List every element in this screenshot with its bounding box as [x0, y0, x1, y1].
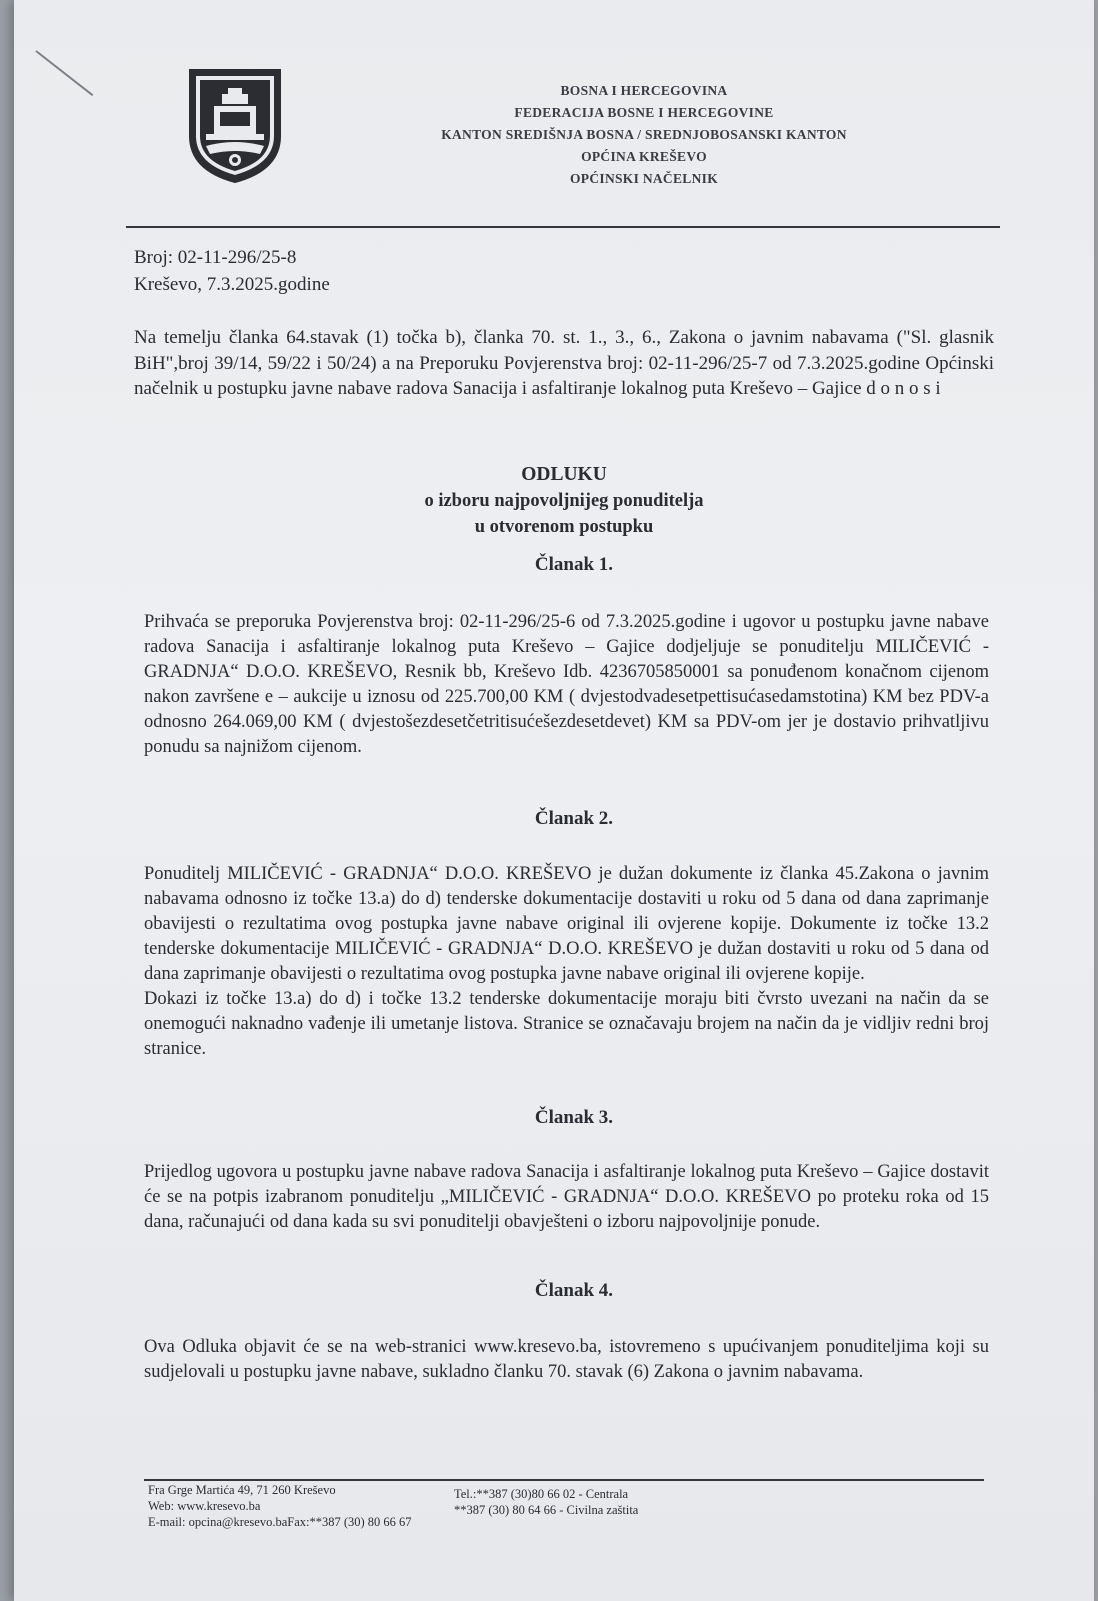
article-1-paragraph: Prihvaća se preporuka Povjerenstva broj: 02-11-296/25-6 od 7.3.2025.godine i ugovor u postupku javne nabave radova Sanacija i asfaltiranje lokalnog puta Kreševo – Gajice dodjeljuje se ponuditelju MILIČEVIĆ - GRADNJA“ D.O.O. KREŠEVO, Resnik bb, Kreševo Idb. 4236705850001 sa ponuđenom konačnom cijenom nakon završene e – aukcije u iznosu od 225.700,00 KM ( dvjestodvadesetpettisućasedamstotina) KM bez PDV-a odnosno 264.069,00 KM ( dvjestošezdesetčetritisućešezdesetdevet) KM sa PDV-om jer je dostavio prihvatljivu ponudu sa najnižom cijenom. — [144, 612, 989, 757]
article-3-body — [144, 1160, 989, 1235]
title-line-2: o izboru najpovoljnijeg ponuditelja — [424, 491, 704, 511]
document-header — [394, 80, 894, 190]
footer-web: Web: www.kresevo.ba — [148, 1499, 261, 1513]
footer-address: Fra Grge Martića 49, 71 260 Kreševo — [148, 1483, 336, 1497]
article-4-heading: Članak 4. — [534, 1280, 614, 1301]
article-2-heading: Članak 2. — [534, 808, 614, 829]
header-country: BOSNA I HERCEGOVINA — [560, 83, 728, 98]
article-1-heading: Članak 1. — [534, 554, 614, 575]
header-office: OPĆINSKI NAČELNIK — [570, 171, 718, 186]
paper-clip-mark — [35, 50, 93, 96]
footer-contact-left — [148, 1482, 412, 1530]
footer-divider — [144, 1479, 984, 1481]
municipality-coat-of-arms-icon — [186, 66, 284, 184]
document-meta — [134, 244, 330, 298]
article-4-body — [144, 1335, 989, 1385]
footer-email-fax: E-mail: opcina@kresevo.baFax:**387 (30) 80 66 67 — [148, 1515, 412, 1529]
footer-tel-central: Tel.:**387 (30)80 66 02 - Centrala — [454, 1487, 629, 1501]
article-1-body — [144, 610, 989, 760]
place-and-date: Kreševo, 7.3.2025.godine — [134, 274, 330, 295]
header-federation: FEDERACIJA BOSNE I HERCEGOVINE — [514, 105, 774, 120]
article-3-paragraph: Prijedlog ugovora u postupku javne nabave radova Sanacija i asfaltiranje lokalnog puta Kreševo – Gajice dostavit će se na potpis izabranom ponuditelju „MILIČEVIĆ - GRADNJA“ D.O.O. KREŠEVO po proteku roka od 15 dana, računajući od dana kada su svi ponuditelji obavješteni o izboru najpovoljnije ponude. — [144, 1162, 989, 1232]
article-4-paragraph: Ova Odluka objavit će se na web-stranici www.kresevo.ba, istovremeno s upućivanjem ponuditeljima koji su sudjelovali u postupku javne nabave, sukladno članku 70. stavak (6) Zakona o javnim nabavama. — [144, 1337, 989, 1382]
footer-tel-civil: **387 (30) 80 64 66 - Civilna zaštita — [454, 1503, 639, 1517]
article-2-paragraph-1: Ponuditelj MILIČEVIĆ - GRADNJA“ D.O.O. KREŠEVO je dužan dokumente iz članka 45.Zakona o javnim nabavama odnosno iz točke 13.a) do d) tenderske dokumentacije dostaviti u roku od 5 dana od dana zaprimanje obavijesti o rezultatima ovog postupka javne nabave original ili ovjerene kopije. Dokumente iz točke 13.2 tenderske dokumentacije MILIČEVIĆ - GRADNJA“ D.O.O. KREŠEVO je dužan dostaviti u roku od 5 dana od dana zaprimanje obavijesti o rezultatima ovog postupka javne nabave original ili ovjerene kopije. — [144, 864, 989, 984]
decision-title — [134, 462, 994, 540]
header-canton: KANTON SREDIŠNJA BOSNA / SREDNJOBOSANSKI KANTON — [441, 127, 847, 142]
document-page — [14, 0, 1094, 1601]
article-2-body — [144, 862, 989, 1062]
reference-number: Broj: 02-11-296/25-8 — [134, 247, 297, 268]
intro-paragraph: Na temelju članka 64.stavak (1) točka b), članka 70. st. 1., 3., 6., Zakona o javnim nabavama ("Sl. glasnik BiH",broj 39/14, 59/22 i 50/24) a na Preporuku Povjerenstva broj: 02-11-296/25-7 od 7.3.2025.godine Općinski načelnik u postupku javne nabave radova Sanacija i asfaltiranje lokalnog puta Kreševo – Gajice d o n o s i — [134, 327, 994, 399]
footer-contact-right — [454, 1486, 638, 1518]
header-divider — [126, 226, 1000, 228]
title-main: ODLUKU — [521, 464, 607, 485]
article-3-heading: Članak 3. — [534, 1107, 614, 1128]
article-2-paragraph-2: Dokazi iz točke 13.a) do d) i točke 13.2 tenderske dokumentacije moraju biti čvrsto uvezani na način da se onemogući naknadno vađenje ili umetanje listova. Stranice se označavaju brojem na način da je vidljiv redni broj stranice. — [144, 989, 989, 1059]
header-municipality: OPĆINA KREŠEVO — [581, 149, 707, 164]
title-line-3: u otvorenom postupku — [474, 517, 654, 537]
